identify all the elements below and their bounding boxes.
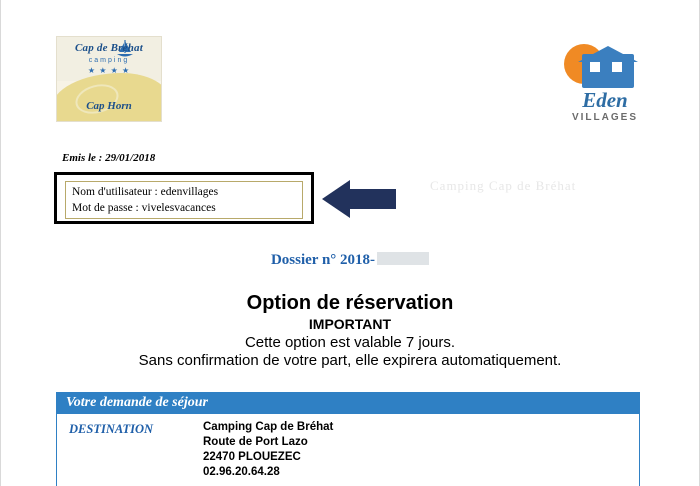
stay-section-body — [56, 414, 640, 486]
cap-brehat-logo — [56, 36, 162, 122]
eden-logo-subtitle: VILLAGES — [571, 112, 638, 123]
password-line: Mot de passe : vivelesvacances — [72, 202, 216, 214]
option-expiry-line: Sans confirmation de votre part, elle expirera automatiquement. — [138, 352, 562, 369]
eden-logo-name: Eden — [582, 88, 628, 112]
issue-date: Emis le : 29/01/2018 — [62, 152, 156, 164]
option-important: IMPORTANT — [308, 316, 392, 332]
destination-line-3: 22470 PLOUEZEC — [203, 451, 301, 463]
stay-section-header — [56, 392, 640, 414]
destination-line-4: 02.96.20.64.28 — [203, 466, 280, 478]
window-shape-right — [612, 62, 622, 72]
option-validity-line: Cette option est valable 7 jours. — [244, 334, 456, 351]
dossier-number-redacted — [377, 252, 429, 265]
username-line: Nom d'utilisateur : edenvillages — [72, 186, 219, 198]
page-edge-left — [0, 0, 1, 486]
dossier-number — [0, 252, 700, 269]
destination-line-2: Route de Port Lazo — [203, 436, 308, 448]
option-title: Option de réservation — [246, 292, 454, 314]
destination-values — [203, 420, 333, 480]
logo-stars: ★ ★ ★ ★ — [87, 66, 131, 75]
arrow-head — [322, 180, 350, 218]
left-arrow-icon — [322, 180, 396, 218]
destination-label: DESTINATION — [69, 422, 154, 436]
arrow-shaft — [348, 189, 396, 209]
dossier-number-text: Dossier n° 2018- — [270, 252, 376, 268]
background-watermark: Camping Cap de Bréhat — [430, 178, 577, 193]
credentials-inner-frame — [65, 181, 303, 219]
logo-caption: Cap Horn — [86, 100, 132, 112]
eden-villages-logo — [560, 44, 650, 134]
logo-subtitle: camping — [88, 57, 130, 64]
credentials-box — [54, 172, 314, 224]
destination-line-1: Camping Cap de Bréhat — [203, 421, 334, 433]
window-shape-left — [590, 62, 600, 72]
logo-title: Cap de Bréhat — [75, 42, 143, 54]
stay-section-title: Votre demande de séjour — [66, 395, 208, 410]
